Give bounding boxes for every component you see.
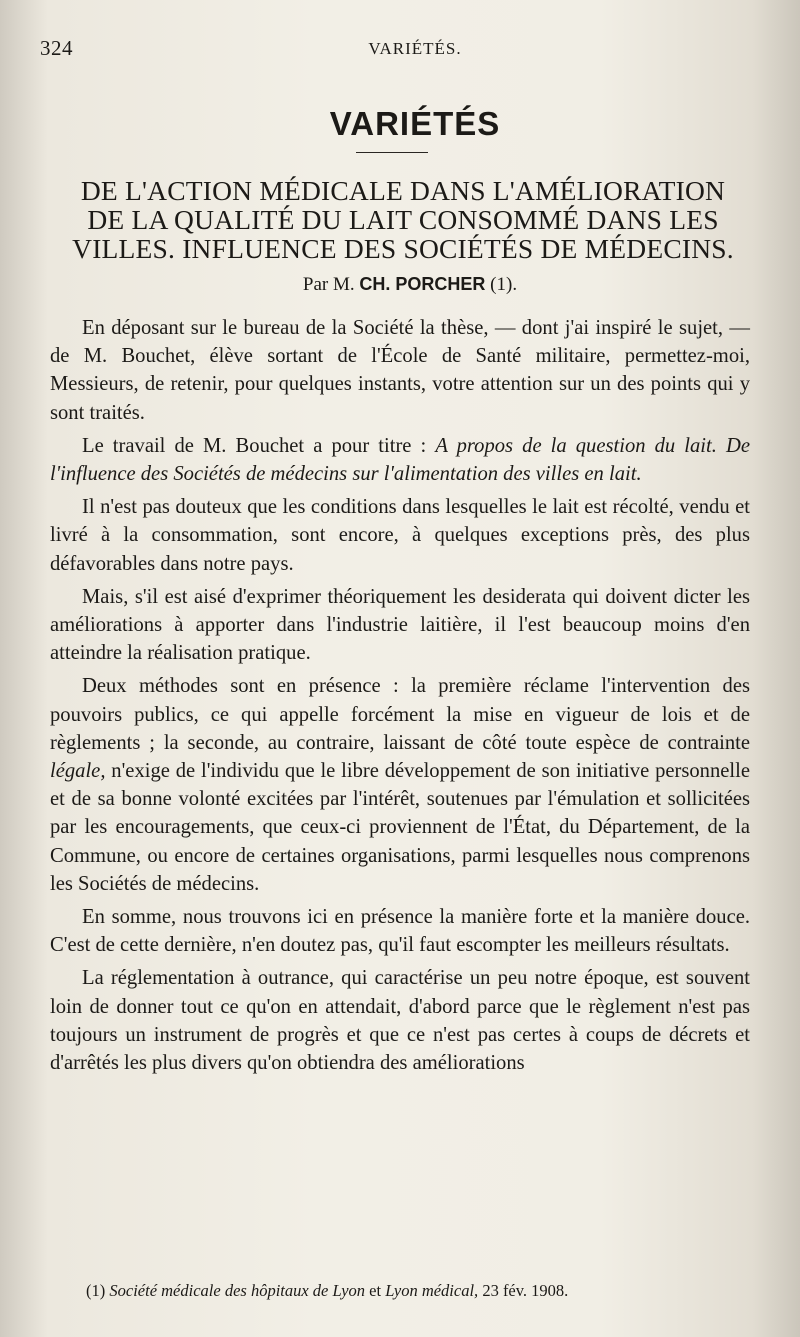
paragraph: En déposant sur le bureau de la Société la thèse, — dont j'ai inspiré le sujet, — de M. Bouchet, élève sortant de l'École de Santé militaire, permettez-moi, Messieurs, de retenir, pour quelques instants, votre attention sur un des points qui y sont traités. [50,317,750,424]
article-title [50,176,756,263]
page-number: 324 [40,36,73,60]
author-name: CH. PORCHER [359,274,486,294]
paragraph: Le travail de M. Bouchet a pour titre : A propos de la question du lait. De l'influence des Sociétés de médecins sur l'alimentation des villes en lait. [50,434,750,486]
title-rule [356,152,428,153]
section-title: VARIÉTÉS [329,105,501,142]
article-title-line: DE LA QUALITÉ DU LAIT CONSOMMÉ DANS LES [87,204,719,235]
running-head [40,36,760,66]
footnote [86,1280,754,1302]
emphasis: légale, [50,760,106,783]
article-body [50,314,750,1077]
article-title-line: DE L'ACTION MÉDICALE DANS L'AMÉLIORATION [80,175,726,206]
thesis-title: A propos de la question du lait. De l'influence des Sociétés de médecins sur l'alimentation des villes en lait. [50,434,750,486]
footnote-date: 23 fév. 1908. [482,1281,569,1300]
footnote-source: Lyon médical, [385,1281,479,1300]
paragraph: Il n'est pas douteux que les conditions dans lesquelles le lait est récolté, vendu et livré à la consommation, sont encore, à quelques exceptions près, des plus défavorables dans notre pays. [50,496,750,575]
footnote-marker: (1) [86,1281,106,1300]
paragraph: Mais, s'il est aisé d'exprimer théoriquement les desiderata qui doivent dicter les améliorations à apporter dans l'industrie laitière, il l'est beaucoup moins d'en atteindre la réalisation pratique. [50,585,750,665]
running-title: VARIÉTÉS. [368,39,462,58]
paragraph: Deux méthodes sont en présence : la première réclame l'intervention des pouvoirs publics, ce qui appelle forcément la mise en vigueur de lois et de règlements ; la seconde, au contraire, laissant de côté toute espèce de contrainte légale, n'exige de l'individu que le libre développement de son initiative personnelle et de sa bonne volonté excitées par l'intérêt, soutenues par l'émulation et sollicitées par les encouragements, que ceux-ci proviennent de l'État, du Département, de la Commune, ou encore de certaines organisations, parmi lesquelles nous comprenons les Sociétés de médecins. [50,675,750,895]
paragraph: La réglementation à outrance, qui caractérise un peu notre époque, est souvent loin de donner tout ce qu'on en attendait, d'abord parce que le règlement n'est pas toujours un instrument de progrès et que ce n'est pas certes à coups de décrets et d'arrêtés les plus divers qu'on obtiendra des améliorations [50,967,750,1075]
byline [40,274,760,296]
footnote-reference: (1). [490,274,518,295]
footnote-source: Société médicale des hôpitaux de Lyon [109,1281,366,1300]
byline-prefix: Par M. [302,274,355,295]
paragraph: En somme, nous trouvons ici en présence la manière forte et la manière douce. C'est de cette dernière, n'en doutez pas, qu'il faut escompter les meilleurs résultats. [50,906,750,957]
article-title-line: VILLES. INFLUENCE DES SOCIÉTÉS DE MÉDECINS. [72,233,734,264]
footnote-connector: et [369,1281,382,1300]
